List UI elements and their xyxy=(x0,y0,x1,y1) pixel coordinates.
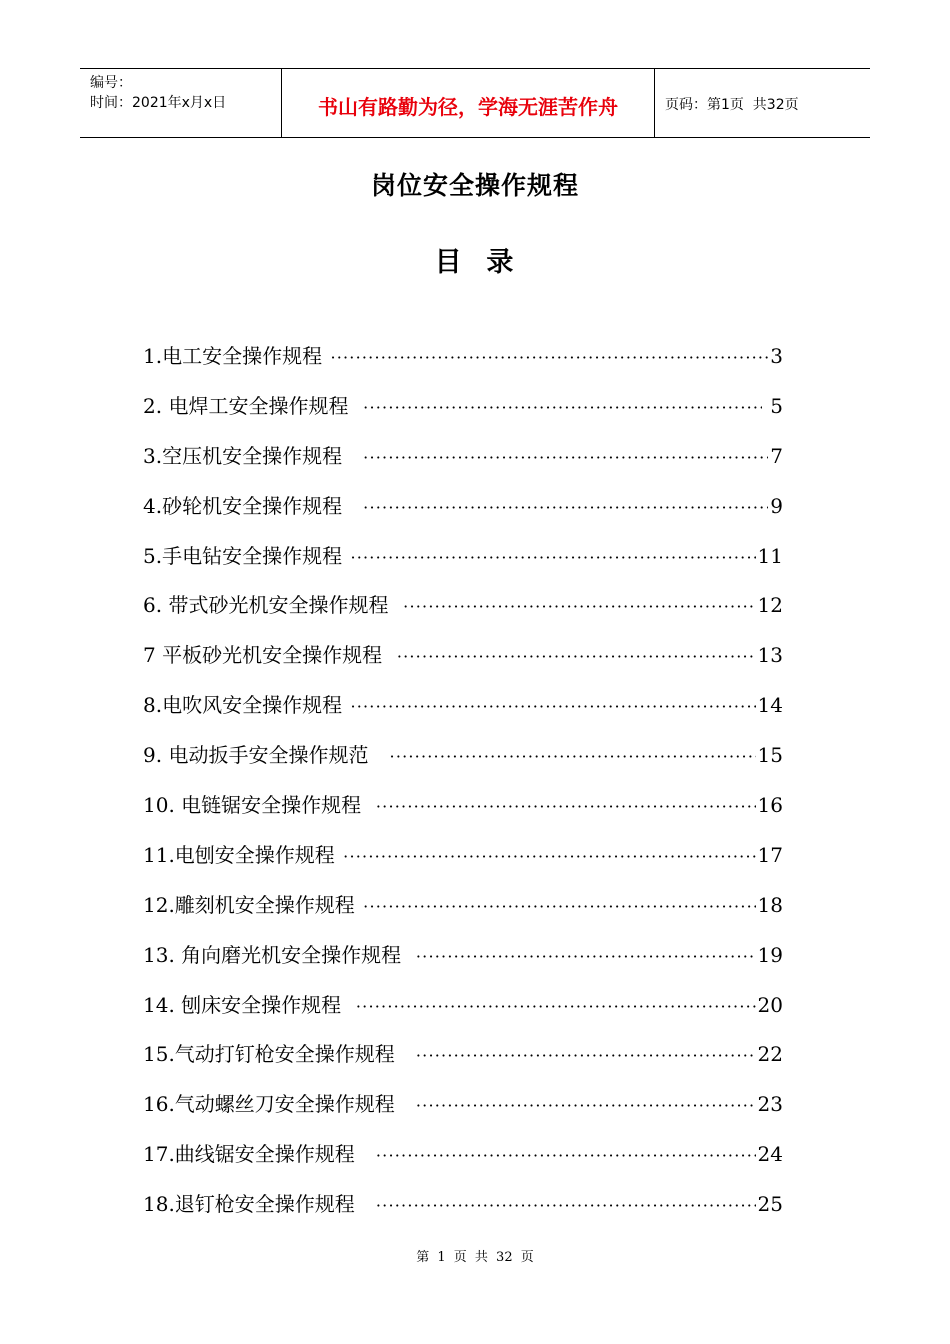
table-of-contents xyxy=(143,338,783,1236)
toc-dot-leader xyxy=(343,839,755,875)
document-title: 岗位安全操作规程 xyxy=(370,171,579,200)
toc-entry-label: 8.电吹风安全操作规程 xyxy=(143,693,343,718)
page-footer: 第 1 页 共 32 页 xyxy=(416,1250,534,1265)
toc-dot-leader xyxy=(416,1088,756,1124)
header-page-info: 页码：第1页 共32页 xyxy=(665,97,799,113)
toc-entry[interactable] xyxy=(143,438,783,488)
toc-entry-page-number: 9 xyxy=(770,493,783,518)
toc-entry-page-number: 7 xyxy=(770,443,783,468)
toc-entry-gap xyxy=(388,587,401,623)
toc-entry-label: 14. 刨床安全操作规程 xyxy=(143,992,342,1017)
header-page-cell xyxy=(655,69,870,137)
toc-entry-page-number: 16 xyxy=(757,793,783,818)
toc-entry[interactable] xyxy=(143,587,783,637)
toc-entry-page-number: 24 xyxy=(757,1142,783,1167)
header-motto: 书山有路勤为径，学海无涯苦作舟 xyxy=(318,94,618,119)
toc-entry-gap xyxy=(335,837,341,873)
toc-entry-page-number: 18 xyxy=(757,892,783,917)
toc-entry-gap xyxy=(342,538,348,574)
header-table xyxy=(80,68,870,138)
toc-dot-leader xyxy=(416,1038,756,1074)
toc-entry-gap xyxy=(361,787,374,823)
toc-dot-leader xyxy=(376,1138,756,1174)
toc-entry[interactable] xyxy=(143,937,783,987)
toc-entry-gap xyxy=(322,338,328,374)
toc-entry-label: 2. 电焊工安全操作规程 xyxy=(143,393,349,418)
toc-entry-gap xyxy=(342,687,348,723)
toc-heading: 目 录 xyxy=(434,247,516,278)
toc-dot-leader xyxy=(376,1188,756,1224)
toc-entry-gap xyxy=(341,987,354,1023)
toc-dot-leader xyxy=(390,739,756,775)
toc-entry[interactable] xyxy=(143,338,783,388)
toc-dot-leader xyxy=(350,689,755,725)
toc-entry-page-number: 19 xyxy=(757,942,783,967)
toc-entry[interactable] xyxy=(143,388,783,438)
toc-entry[interactable] xyxy=(143,687,783,737)
toc-entry-label: 9. 电动扳手安全操作规范 xyxy=(143,743,369,768)
toc-entry-page-number: 12 xyxy=(757,593,783,618)
toc-entry-gap xyxy=(382,637,395,673)
toc-entry-gap xyxy=(395,1036,414,1072)
toc-entry-gap xyxy=(368,737,387,773)
toc-dot-leader xyxy=(397,639,756,675)
toc-dot-leader xyxy=(416,939,756,975)
toc-entry-page-number: 17 xyxy=(757,842,783,867)
toc-entry-label: 11.电刨安全操作规程 xyxy=(143,842,335,867)
toc-entry-gap xyxy=(355,1186,374,1222)
toc-entry-label: 3.空压机安全操作规程 xyxy=(143,443,343,468)
toc-entry-label: 6. 带式砂光机安全操作规程 xyxy=(143,593,389,618)
toc-entry[interactable] xyxy=(143,737,783,787)
toc-entry[interactable] xyxy=(143,1186,783,1236)
toc-entry-gap xyxy=(342,488,361,524)
toc-entry-label: 12.雕刻机安全操作规程 xyxy=(143,892,355,917)
toc-entry-gap xyxy=(355,1136,374,1172)
toc-entry-gap xyxy=(395,1086,414,1122)
toc-entry-label: 7 平板砂光机安全操作规程 xyxy=(143,643,383,668)
toc-entry-label: 10. 电链锯安全操作规程 xyxy=(143,793,362,818)
toc-entry[interactable] xyxy=(143,488,783,538)
toc-entry[interactable] xyxy=(143,887,783,937)
toc-entry-label: 1.电工安全操作规程 xyxy=(143,344,323,368)
toc-entry-page-number: 14 xyxy=(757,693,783,718)
toc-entry[interactable] xyxy=(143,837,783,887)
toc-dot-leader xyxy=(330,340,768,376)
toc-entry-gap xyxy=(348,388,361,424)
toc-entry-page-number: 11 xyxy=(757,543,783,568)
toc-entry[interactable] xyxy=(143,1086,783,1136)
toc-entry-gap xyxy=(342,438,361,474)
toc-entry[interactable] xyxy=(143,637,783,687)
toc-entry-gap xyxy=(355,887,361,923)
toc-entry-page-number: 25 xyxy=(757,1192,783,1217)
toc-entry[interactable] xyxy=(143,538,783,588)
document-time-label: 时间：2021年x月x日 xyxy=(90,95,227,111)
toc-entry-label: 18.退钉枪安全操作规程 xyxy=(143,1192,355,1217)
toc-dot-leader xyxy=(363,440,768,476)
toc-entry-label: 17.曲线锯安全操作规程 xyxy=(143,1142,355,1167)
toc-entry-label: 16.气动螺丝刀安全操作规程 xyxy=(143,1092,395,1117)
header-meta-cell xyxy=(80,69,282,137)
toc-entry-page-number: 22 xyxy=(757,1042,783,1067)
toc-entry-label: 4.砂轮机安全操作规程 xyxy=(143,493,343,518)
toc-dot-leader xyxy=(376,789,756,825)
toc-dot-leader xyxy=(403,589,755,625)
document-number-label: 编号： xyxy=(90,75,132,91)
toc-entry-page-number: 20 xyxy=(757,992,783,1017)
toc-dot-leader xyxy=(356,989,756,1025)
toc-entry-page-number: 15 xyxy=(757,743,783,768)
toc-dot-leader xyxy=(363,490,768,526)
toc-dot-leader xyxy=(363,390,762,426)
toc-entry-label: 15.气动打钉枪安全操作规程 xyxy=(143,1042,395,1067)
toc-entry-gap xyxy=(401,937,414,973)
toc-dot-leader xyxy=(350,540,755,576)
toc-entry-label: 5.手电钻安全操作规程 xyxy=(143,543,343,568)
toc-entry[interactable] xyxy=(143,1036,783,1086)
toc-entry-page-number: 3 xyxy=(770,344,783,368)
toc-entry-page-number: 13 xyxy=(757,643,783,668)
toc-entry-page-number: 23 xyxy=(757,1092,783,1117)
toc-dot-leader xyxy=(363,889,755,925)
toc-entry[interactable] xyxy=(143,987,783,1037)
toc-entry-page-number: 5 xyxy=(763,393,783,418)
toc-entry[interactable] xyxy=(143,1136,783,1186)
toc-entry-label: 13. 角向磨光机安全操作规程 xyxy=(143,942,402,967)
toc-entry[interactable] xyxy=(143,787,783,837)
header-motto-cell xyxy=(282,69,655,137)
